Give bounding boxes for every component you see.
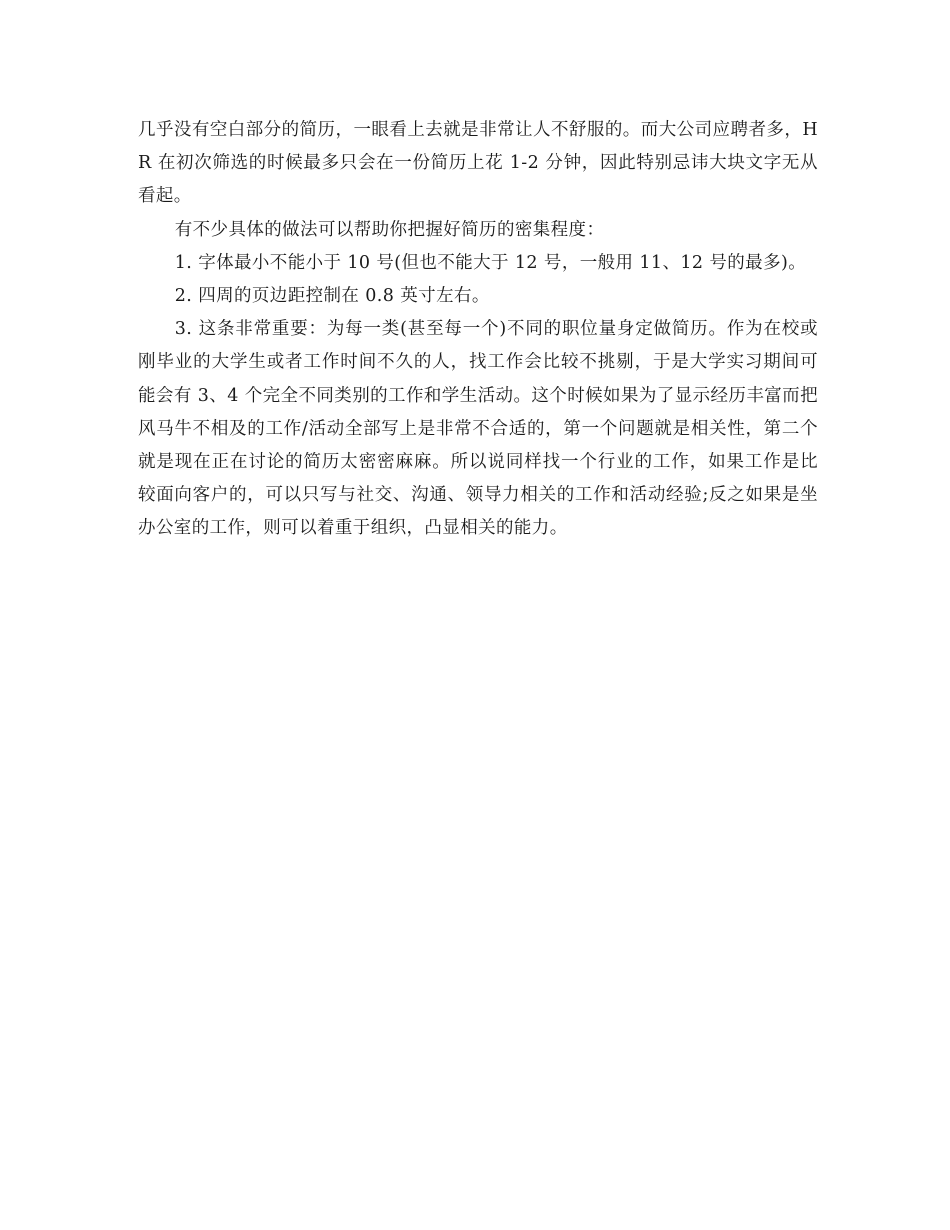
paragraph-1: 几乎没有空白部分的简历，一眼看上去就是非常让人不舒服的。而大公司应聘者多，HR 在初次筛选的时候最多只会在一份简历上花 1-2 分钟，因此特别忌讳大块文字无从看起。 — [138, 120, 818, 207]
list-item-2: 2. 四周的页边距控制在 0.8 英寸左右。 — [174, 286, 490, 307]
document-body — [138, 114, 818, 546]
list-item-3: 3. 这条非常重要：为每一类(甚至每一个)不同的职位量身定做简历。作为在校或刚毕业的大学生或者工作时间不久的人，找工作会比较不挑剔，于是大学实习期间可能会有 3、4 个完全不同类别的工作和学生活动。这个时候如果为了显示经历丰富而把风马牛不相及的工作/活动全部写上是非常不合适的，第一个问题就是相关性，第二个就是现在正在讨论的简历太密密麻麻。所以说同样找一个行业的工作，如果工作是比较面向客户的，可以只写与社交、沟通、领导力相关的工作和活动经验;反之如果是坐办公室的工作，则可以着重于组织，凸显相关的能力。 — [138, 319, 818, 539]
list-item-1: 1. 字体最小不能小于 10 号(但也不能大于 12 号，一般用 11、12 号的最多)。 — [174, 252, 807, 273]
paragraph-2: 有不少具体的做法可以帮助你把握好简历的密集程度： — [174, 219, 605, 240]
